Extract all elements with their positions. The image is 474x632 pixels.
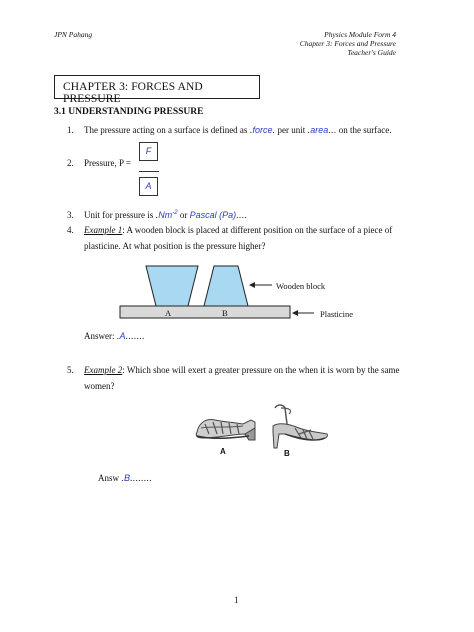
- q4-answer-label: Answer:: [84, 331, 115, 341]
- q4-question-line1: : A wooden block is placed at different position on the surface of a piece of: [122, 225, 393, 235]
- q3-text: Unit for pressure is $.Nm^{-2}$ or Pascal (Pa)....: [84, 210, 248, 220]
- q2-numerator-box: F: [139, 142, 158, 161]
- q4-example-label: Example 1: [84, 225, 123, 235]
- header-right-line2: Chapter 3: Forces and Pressure: [299, 39, 396, 48]
- chapter-title: CHAPTER 3: FORCES AND PRESSURE: [54, 75, 260, 99]
- q2-number: 2.: [67, 158, 74, 168]
- q4-number: 4.: [67, 225, 74, 235]
- q4-answer-row: Answer: .A.......: [84, 331, 145, 341]
- q1-answer-area: area: [310, 125, 329, 135]
- q1-text-c: on the surface.: [338, 125, 392, 135]
- wooden-block-label: Wooden block: [276, 281, 326, 291]
- shoe-a-label: A: [220, 447, 226, 456]
- header-right-line3: Teacher's Guide: [347, 48, 396, 57]
- position-a-label: A: [165, 308, 172, 318]
- q1-text-b: per unit: [277, 125, 306, 135]
- q2-label: Pressure, P =: [84, 158, 131, 168]
- q1-answer-force: force: [252, 125, 273, 135]
- q3-number: 3.: [67, 210, 74, 220]
- section-title: 3.1 UNDERSTANDING PRESSURE: [54, 107, 204, 117]
- plasticine-slab: [120, 306, 290, 318]
- q1-number: 1.: [67, 125, 74, 135]
- q5-line1: [84, 364, 400, 376]
- q3-answer-nm-exp: -2: [172, 210, 178, 216]
- page-number: 1: [234, 595, 239, 605]
- q3-answer-nm: Nm: [158, 210, 173, 220]
- shoe-b-image: [265, 402, 335, 450]
- q2-denominator-box: A: [139, 177, 158, 196]
- plasticine-label: Plasticine: [320, 309, 354, 319]
- shoe-a-image: [193, 410, 265, 448]
- header-right-line1: Physics Module Form 4: [324, 30, 396, 39]
- wooden-block-b: [204, 266, 248, 306]
- q5-line2: women?: [84, 381, 115, 391]
- q1-text-a: The pressure acting on a surface is defined as: [84, 125, 248, 135]
- q5-question-line1: : Which shoe will exert a greater pressure on the when it is worn by the same: [122, 365, 400, 375]
- q3-label: Unit for pressure is: [84, 210, 154, 220]
- q2-fraction-line: [139, 171, 159, 172]
- q3-or: or: [179, 210, 188, 220]
- wooden-block-arrowhead: [249, 282, 255, 288]
- q4-answer: A: [119, 331, 126, 341]
- q5-answer: B: [124, 473, 131, 483]
- shoe-b-label: B: [284, 449, 290, 458]
- q1-text: The pressure acting on a surface is defined as .force. per unit .area... on the surface.: [84, 125, 392, 135]
- q3-answer-pascal: Pascal (Pa): [189, 210, 237, 220]
- position-b-label: B: [222, 308, 228, 318]
- q5-number: 5.: [67, 365, 74, 375]
- wooden-block-a: [146, 266, 198, 306]
- q5-example-label: Example 2: [84, 365, 123, 375]
- q5-answer-label: Answ: [98, 473, 120, 483]
- plasticine-arrowhead: [292, 310, 298, 316]
- header-left: JPN Pahang: [54, 30, 93, 39]
- q4-line1: [84, 224, 392, 236]
- header-right: [300, 30, 396, 57]
- q4-line2: plasticine. At what position is the pressure higher?: [84, 241, 266, 251]
- q5-answer-row: Answ .B........: [98, 473, 153, 483]
